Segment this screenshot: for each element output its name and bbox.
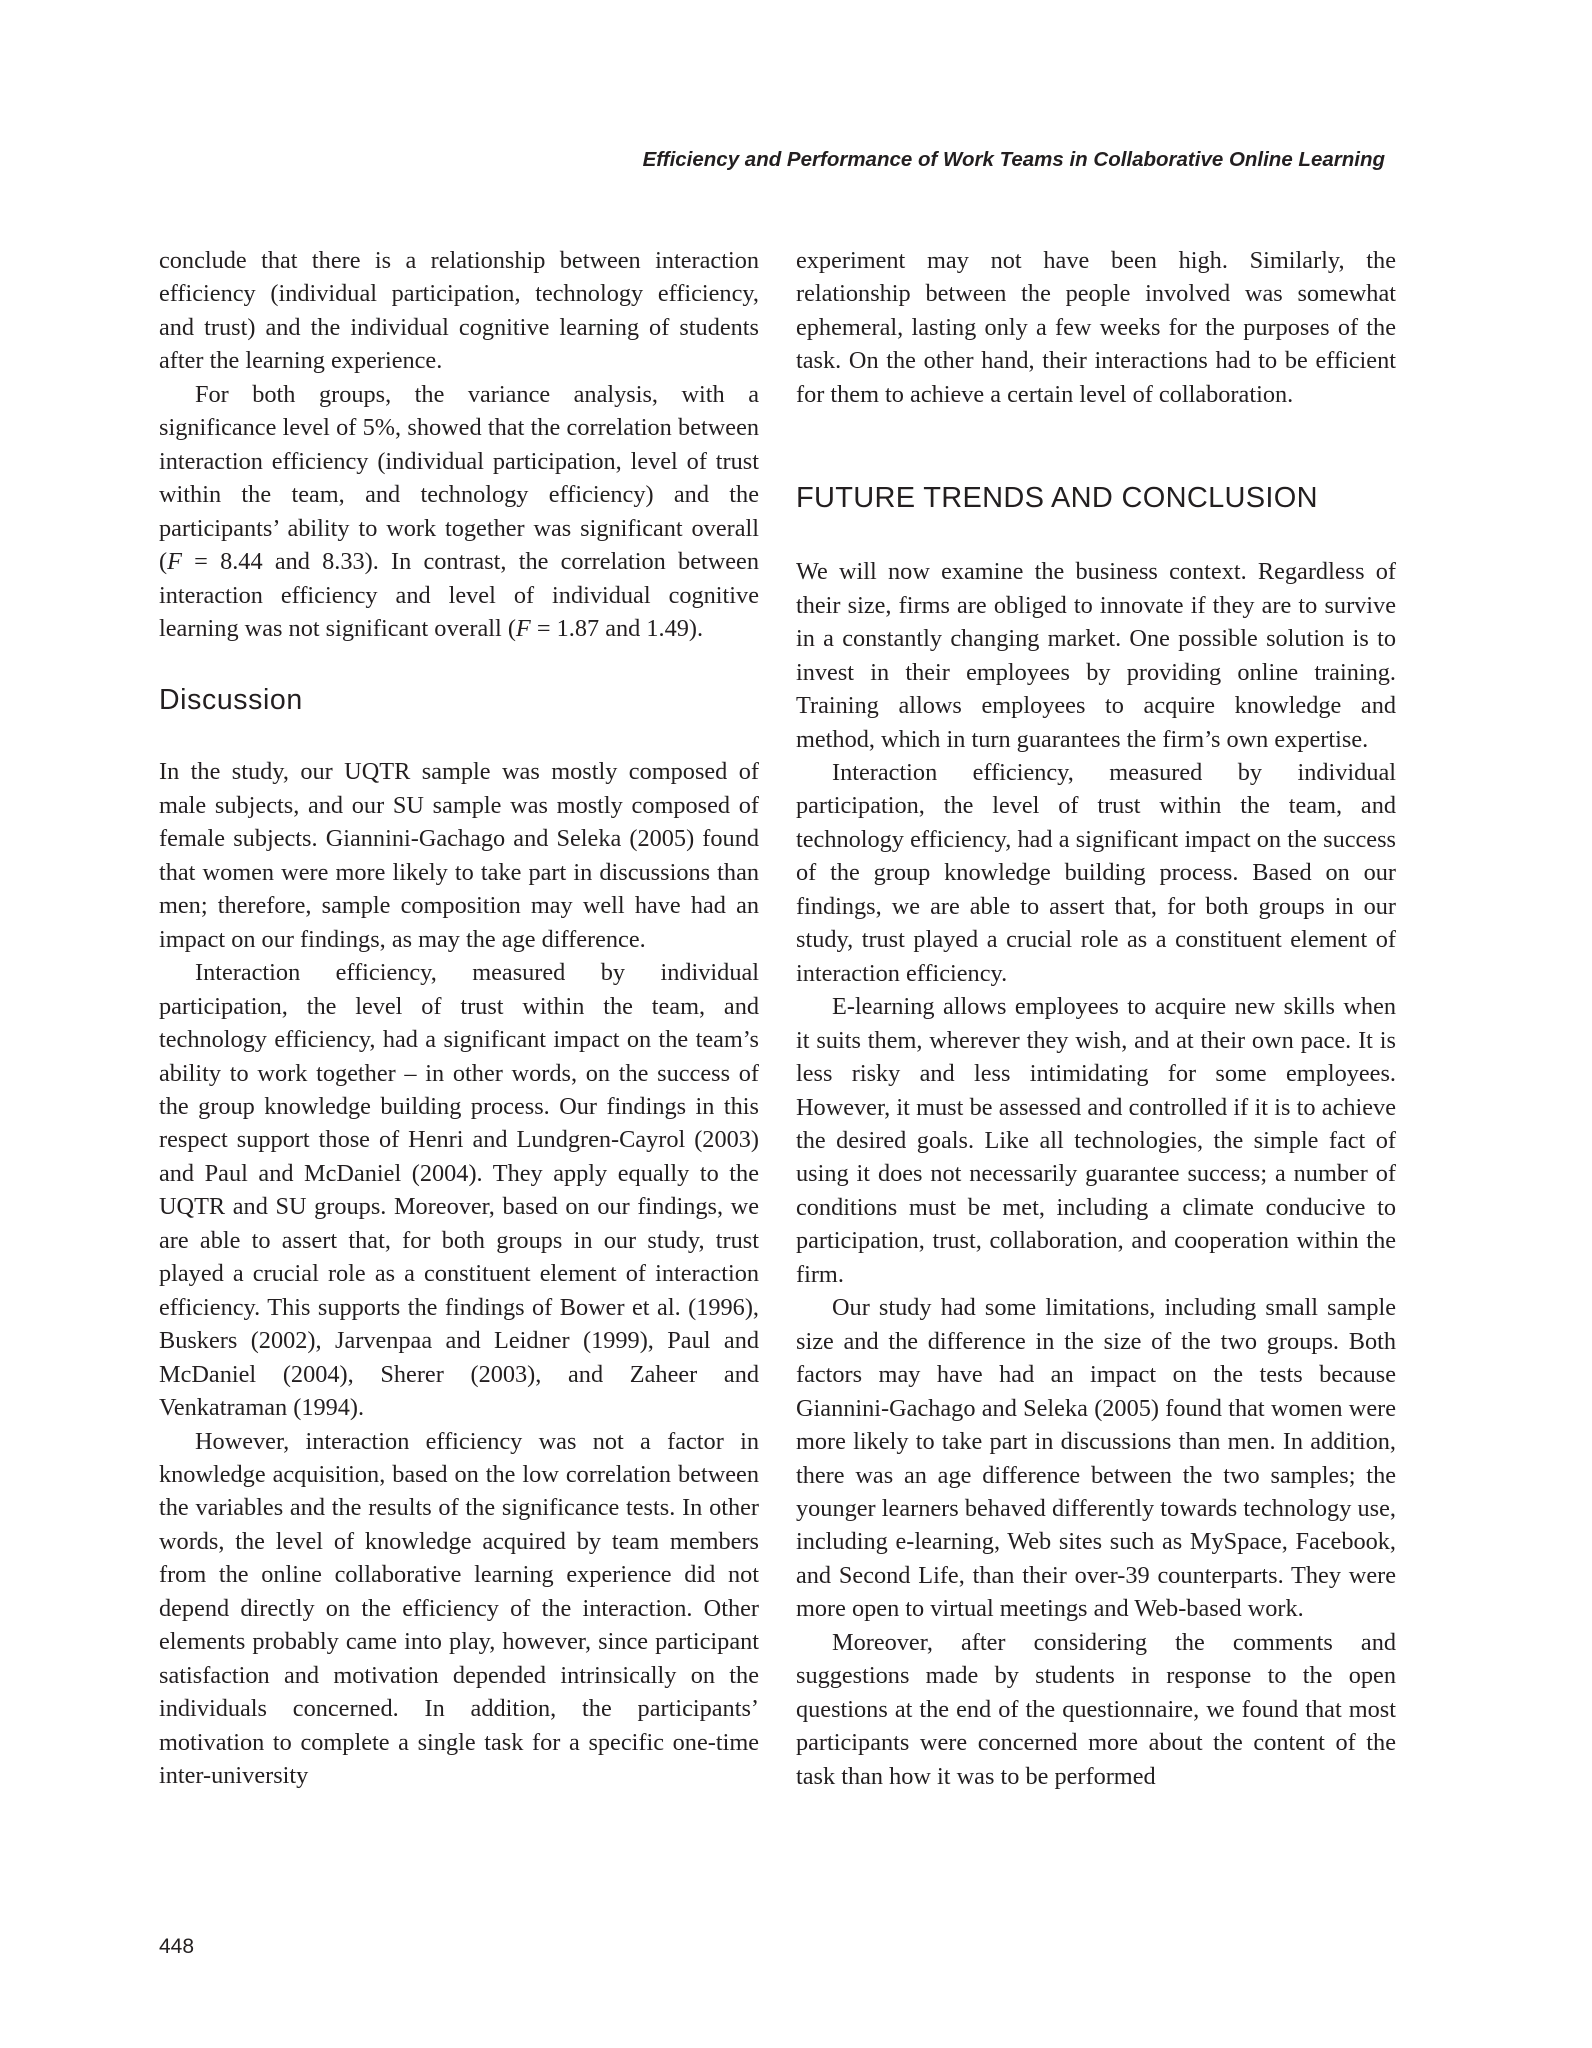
f-statistic-symbol: F <box>167 548 182 576</box>
left-column <box>159 244 759 1792</box>
text-run: = 8.44 and 8.33). In contrast, the correlation between interaction efficiency and level of individual cognitive learning was not significant overall ( <box>159 548 759 642</box>
paragraph: E-learning allows employees to acquire new skills when it suits them, wherever they wish, and at their own pace. It is less risky and less intimidating for some employees. However, it must be assessed and controlled if it is to achieve the desired goals. Like all technologies, the simple fact of using it does not necessarily guarantee success; a number of conditions must be met, including a climate conducive to participation, trust, collaboration, and cooperation within the firm. <box>796 993 1396 1288</box>
paragraph: experiment may not have been high. Similarly, the relationship between the people involved was somewhat ephemeral, lasting only a few weeks for the purposes of the task. On the other hand, their interactions had to be efficient for them to achieve a certain level of collaboration. <box>796 247 1396 408</box>
paragraph: However, interaction efficiency was not a factor in knowledge acquisition, based on the low correlation between the variables and the results of the significance tests. In other words, the level of knowledge acquired by team members from the online collaborative learning experience did not depend directly on the efficiency of the interaction. Other elements probably came into play, however, since participant satisfaction and motivation depended intrinsically on the individuals concerned. In addition, the participants’ motivation to complete a single task for a specific one-time inter-university <box>159 1427 759 1790</box>
paragraph: Interaction efficiency, measured by individual participation, the level of trust within the team, and technology efficiency, had a significant impact on the success of the group knowledge building process. Based on our findings, we are able to assert that, for both groups in our study, trust played a crucial role as a constituent element of interaction efficiency. <box>796 758 1396 987</box>
paragraph-variance-analysis <box>159 378 759 646</box>
f-statistic-symbol: F <box>515 614 531 642</box>
running-head-title: Efficiency and Performance of Work Teams in Collaborative Online Learning <box>642 148 1385 171</box>
right-column <box>796 244 1396 1793</box>
page-number: 448 <box>159 1935 195 1958</box>
paragraph: In the study, our UQTR sample was mostly composed of male subjects, and our SU sample was mostly composed of female subjects. Giannini-Gachago and Seleka (2005) found that women were more likely to take part in discussions than men; therefore, sample composition may well have had an impact on our findings, as may the age difference. <box>159 758 759 953</box>
paragraph: conclude that there is a relationship between interaction efficiency (individual participation, technology efficiency, and trust) and the individual cognitive learning of students after the learning experience. <box>159 247 759 375</box>
text-run: = 1.87 and 1.49). <box>530 614 704 642</box>
paragraph: We will now examine the business context. Regardless of their size, firms are obliged to innovate if they are to survive in a constantly changing market. One possible solution is to invest in their employees by providing online training. Training allows employees to acquire knowledge and method, which in turn guarantees the firm’s own expertise. <box>796 558 1396 753</box>
heading-future-trends: FUTURE TRENDS AND CONCLUSION <box>796 482 1318 515</box>
heading-discussion: Discussion <box>159 684 303 717</box>
text-run: For both groups, the variance analysis, with a significance level of 5%, showed that the correlation between interaction efficiency (individual participation, level of trust within the team, and technology efficiency) and the participants’ ability to work together was significant overall ( <box>159 380 759 576</box>
paragraph: Interaction efficiency, measured by individual participation, the level of trust within the team, and technology efficiency, had a significant impact on the team’s ability to work together – in other words, on the success of the group knowledge building process. Our findings in this respect support those of Henri and Lundgren-Cayrol (2003) and Paul and McDaniel (2004). They apply equally to the UQTR and SU groups. Moreover, based on our findings, we are able to assert that, for both groups in our study, trust played a crucial role as a constituent element of interaction efficiency. This supports the findings of Bower et al. (1996), Buskers (2002), Jarvenpaa and Leidner (1999), Paul and McDaniel (2004), Sherer (2003), and Zaheer and Venkatraman (1994). <box>159 959 759 1422</box>
paragraph: Moreover, after considering the comments and suggestions made by students in response to the open questions at the end of the questionnaire, we found that most participants were concerned more about the content of the task than how it was to be performed <box>796 1628 1396 1790</box>
paragraph: Our study had some limitations, including small sample size and the difference in the size of the two groups. Both factors may have had an impact on the tests because Giannini-Gachago and Seleka (2005) found that women were more likely to take part in discussions than men. In addition, there was an age difference between the two samples; the younger learners behaved differently towards technology use, including e-learning, Web sites such as MySpace, Facebook, and Second Life, than their over-39 counterparts. They were more open to virtual meetings and Web-based work. <box>796 1294 1396 1623</box>
